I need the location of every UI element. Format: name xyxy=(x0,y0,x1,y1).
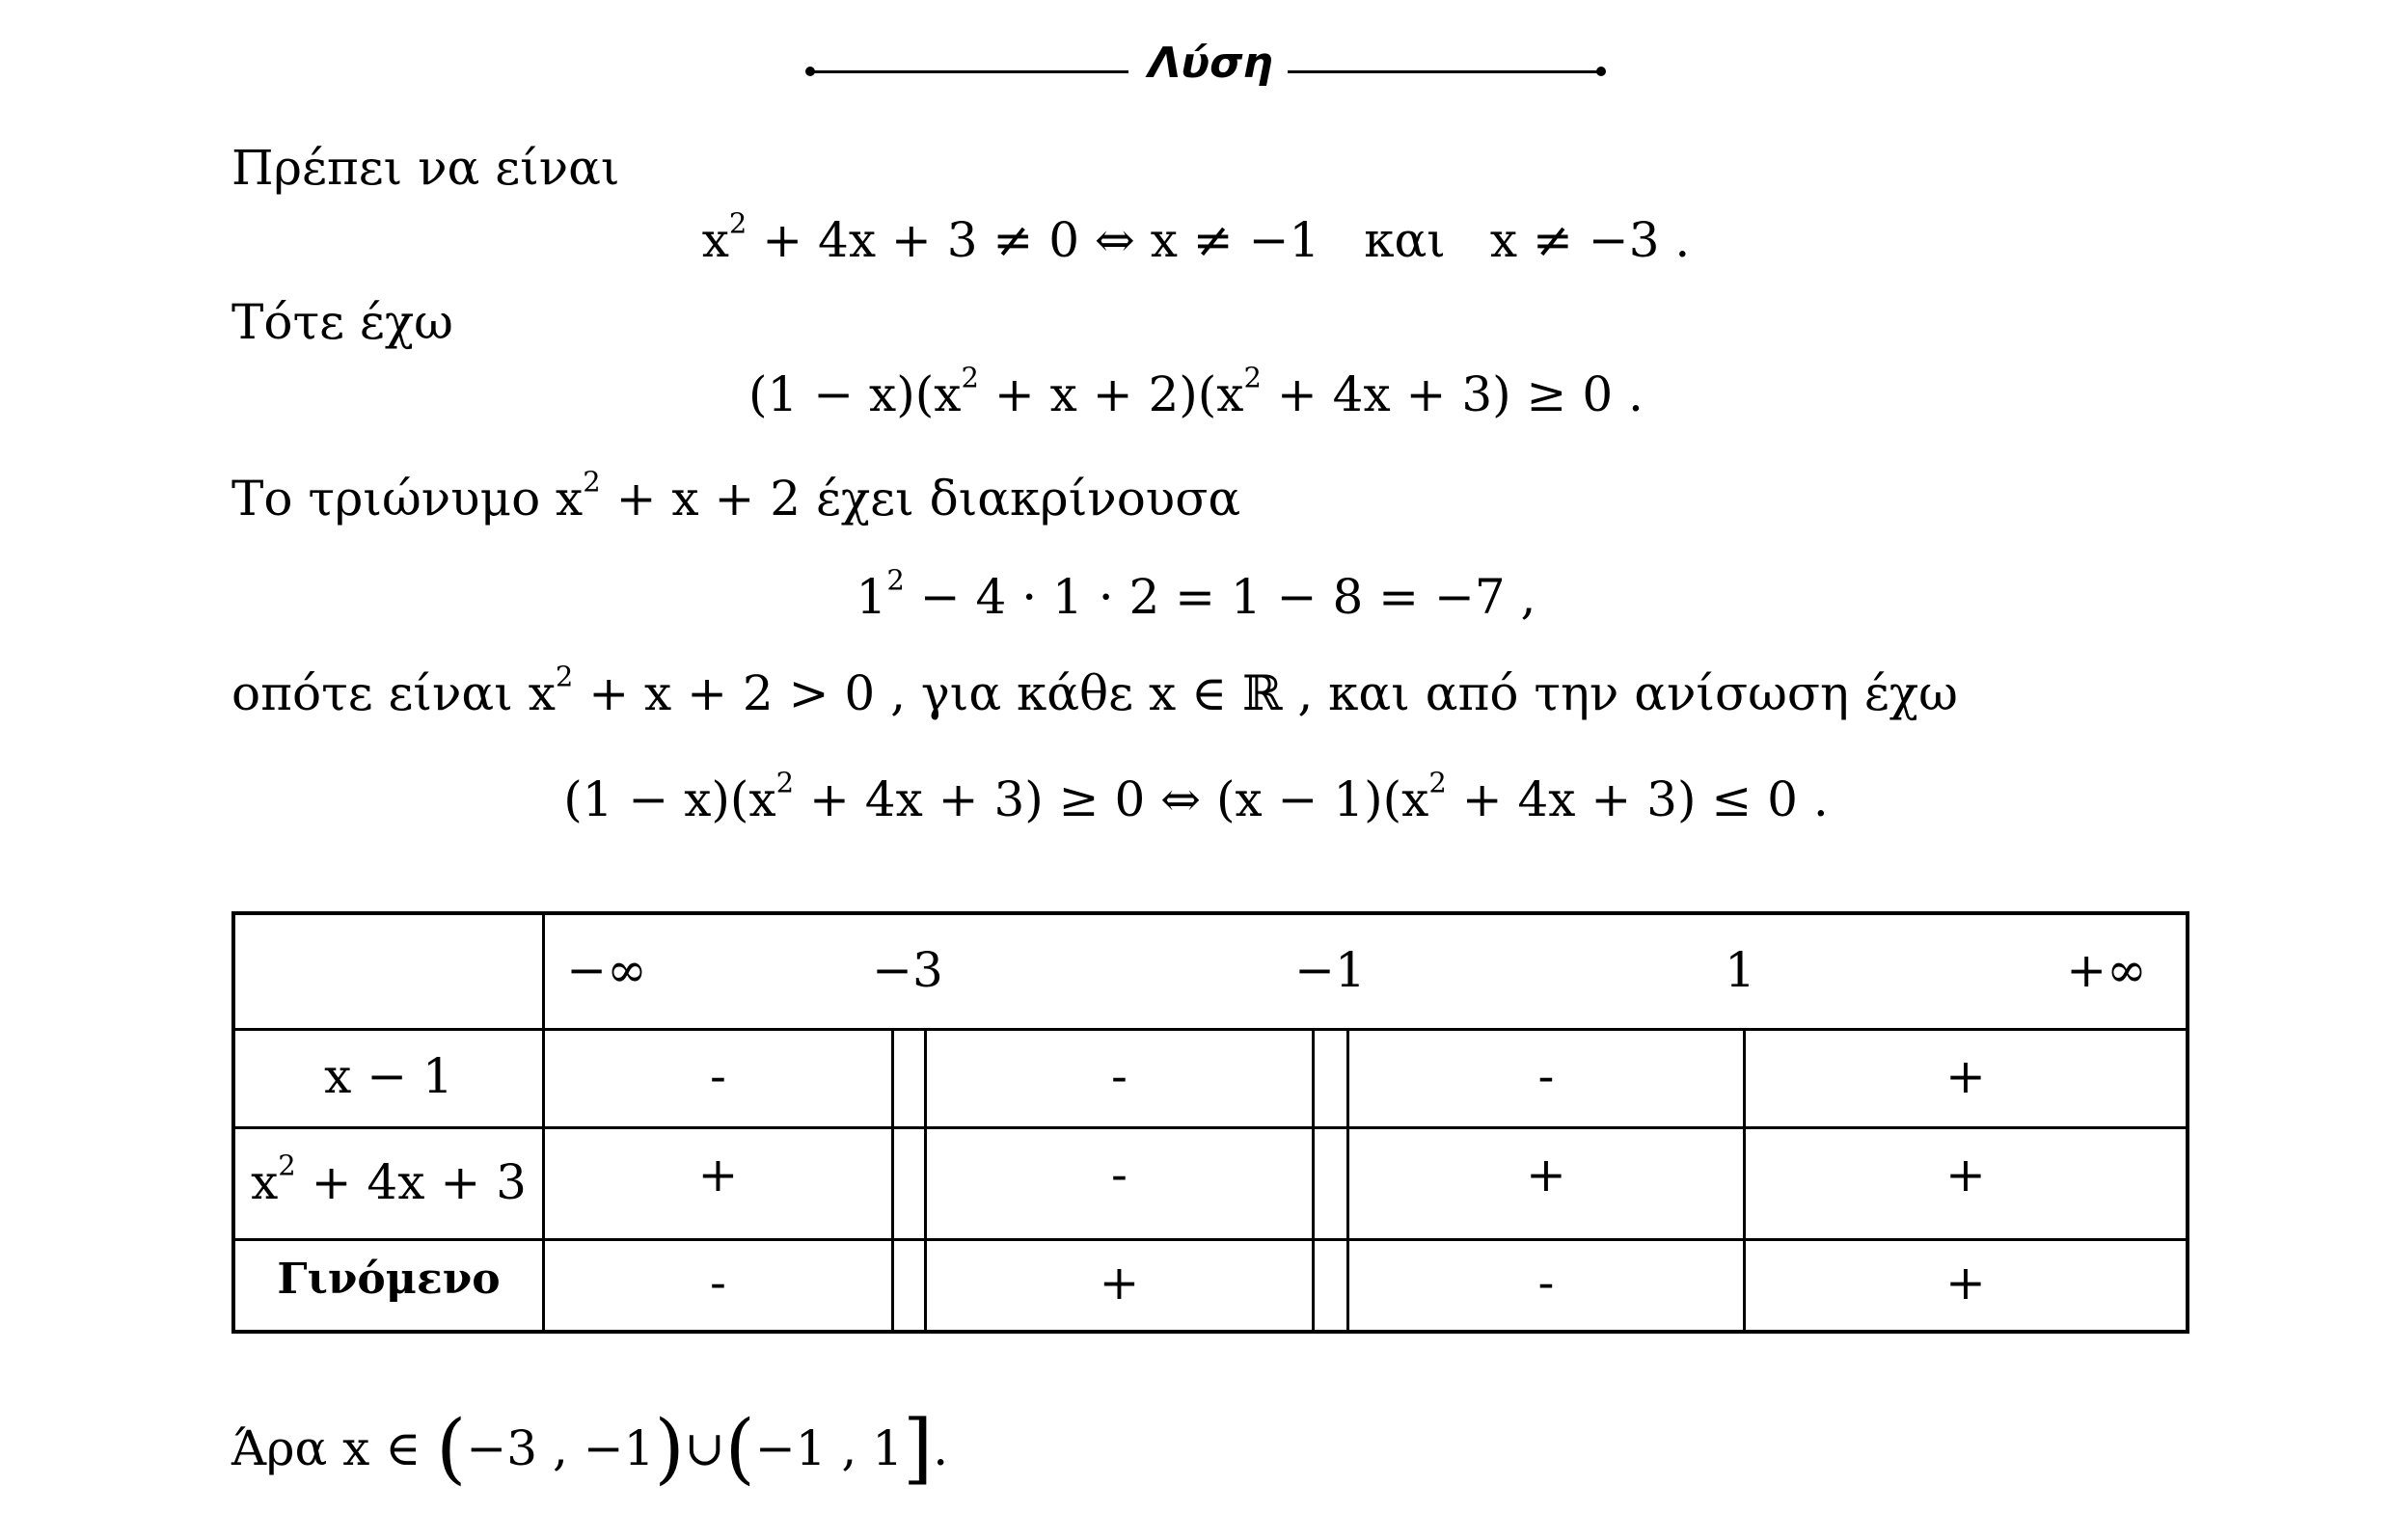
row-divider-3 xyxy=(235,1238,2186,1241)
eq3-rest: − 4 · 1 · 2 = 1 − 8 = −7 , xyxy=(904,569,1536,625)
eq2-part3: + 4x + 3) ≥ 0 . xyxy=(1261,366,1644,422)
domain-condition-equation xyxy=(0,206,2392,268)
sign-r2-c4: + xyxy=(1945,1147,1986,1202)
solution-title: Λύση xyxy=(1148,39,1273,88)
row-label-quadratic xyxy=(235,1148,542,1210)
discriminant-equation xyxy=(0,563,2392,625)
double-bar-minus1-a xyxy=(1312,1028,1315,1330)
header-minus-1: −1 xyxy=(1294,942,1366,998)
eq2-exponent2: 2 xyxy=(1243,361,1262,394)
row2-label-base: x xyxy=(251,1154,279,1210)
line4-prefix: οπότε είναι x xyxy=(231,665,556,721)
then-line: Τότε έχω xyxy=(231,294,453,350)
sign-r1-c3: - xyxy=(1537,1048,1555,1104)
eq4-exponent2: 2 xyxy=(1428,766,1447,799)
eq1-tail: x ≠ −3 . xyxy=(1489,212,1691,268)
conclusion-interval-1: −3 , −1 xyxy=(466,1420,655,1476)
row2-label-rest: + 4x + 3 xyxy=(295,1154,527,1210)
double-bar-minus3-a xyxy=(891,1028,894,1330)
line3-suffix: + x + 2 έχει διακρίνουσα xyxy=(600,471,1241,527)
eq4-part3: + 4x + 3) ≤ 0 . xyxy=(1446,771,1829,827)
sign-r2-c1: + xyxy=(697,1147,739,1202)
sign-r1-c2: - xyxy=(1111,1048,1128,1104)
sign-r3-c3: - xyxy=(1537,1255,1555,1310)
eq1-rest: + 4x + 3 ≠ 0 ⇔ x ≠ −1 xyxy=(747,212,1320,268)
header-right-rule xyxy=(1288,70,1601,73)
conclusion-line xyxy=(231,1403,948,1493)
eq3-base: 1 xyxy=(856,569,887,625)
row2-label-exponent: 2 xyxy=(278,1148,296,1182)
sign-r1-c4: + xyxy=(1945,1048,1986,1104)
conclusion-end: . xyxy=(933,1420,949,1476)
left-paren-2: ( xyxy=(724,1403,755,1493)
conclusion-union: ∪ xyxy=(684,1420,725,1476)
trinomial-line xyxy=(231,465,1241,527)
sign-table xyxy=(231,911,2189,1334)
right-bracket: ] xyxy=(903,1403,934,1493)
sign-r3-c2: + xyxy=(1099,1255,1140,1310)
sign-r3-c1: - xyxy=(710,1255,726,1310)
row-label-x-minus-1: x − 1 xyxy=(324,1048,453,1104)
header-minus-infinity: −∞ xyxy=(566,942,647,998)
eq1-exponent: 2 xyxy=(728,206,748,240)
line4-suffix: + x + 2 > 0 , για κάθε x ∈ ℝ , και από την ανίσωση έχω xyxy=(573,665,1958,721)
eq2-exponent1: 2 xyxy=(961,361,979,394)
line4-exponent: 2 xyxy=(555,660,574,693)
header-1: 1 xyxy=(1725,942,1755,998)
row-divider-2 xyxy=(235,1126,2186,1129)
equivalent-inequality-equation xyxy=(0,766,2392,827)
eq4-part2: + 4x + 3) ≥ 0 ⇔ (x − 1)(x xyxy=(794,771,1429,827)
header-left-rule xyxy=(810,70,1128,73)
header-right-dot xyxy=(1596,67,1606,76)
eq4-part1: (1 − x)(x xyxy=(563,771,776,827)
sign-r2-c2: - xyxy=(1111,1147,1128,1202)
line3-exponent: 2 xyxy=(583,465,601,499)
eq1-base: x xyxy=(701,212,729,268)
eq3-exponent: 2 xyxy=(886,563,905,597)
inequality-equation xyxy=(0,361,2392,422)
row-label-product: Γινόμενο xyxy=(277,1255,501,1304)
conclusion-interval-2: −1 , 1 xyxy=(754,1420,904,1476)
sign-r1-c1: - xyxy=(710,1048,726,1104)
left-paren: ( xyxy=(436,1403,467,1493)
eq1-word: και xyxy=(1364,212,1446,268)
sign-r3-c4: + xyxy=(1945,1255,1986,1310)
header-plus-infinity: +∞ xyxy=(2066,942,2147,998)
right-paren: ) xyxy=(654,1403,685,1493)
sign-r2-c3: + xyxy=(1526,1147,1566,1202)
eq2-part2: + x + 2)(x xyxy=(978,366,1244,422)
header-minus-3: −3 xyxy=(872,942,943,998)
eq4-exponent1: 2 xyxy=(775,766,795,799)
intro-line: Πρέπει να είναι xyxy=(231,140,620,196)
row-divider-1 xyxy=(235,1028,2186,1031)
therefore-line xyxy=(231,660,1958,721)
line3-prefix: Το τριώνυμο x xyxy=(231,471,584,527)
eq2-part1: (1 − x)(x xyxy=(748,366,962,422)
conclusion-text: Άρα x ∈ xyxy=(231,1420,437,1476)
